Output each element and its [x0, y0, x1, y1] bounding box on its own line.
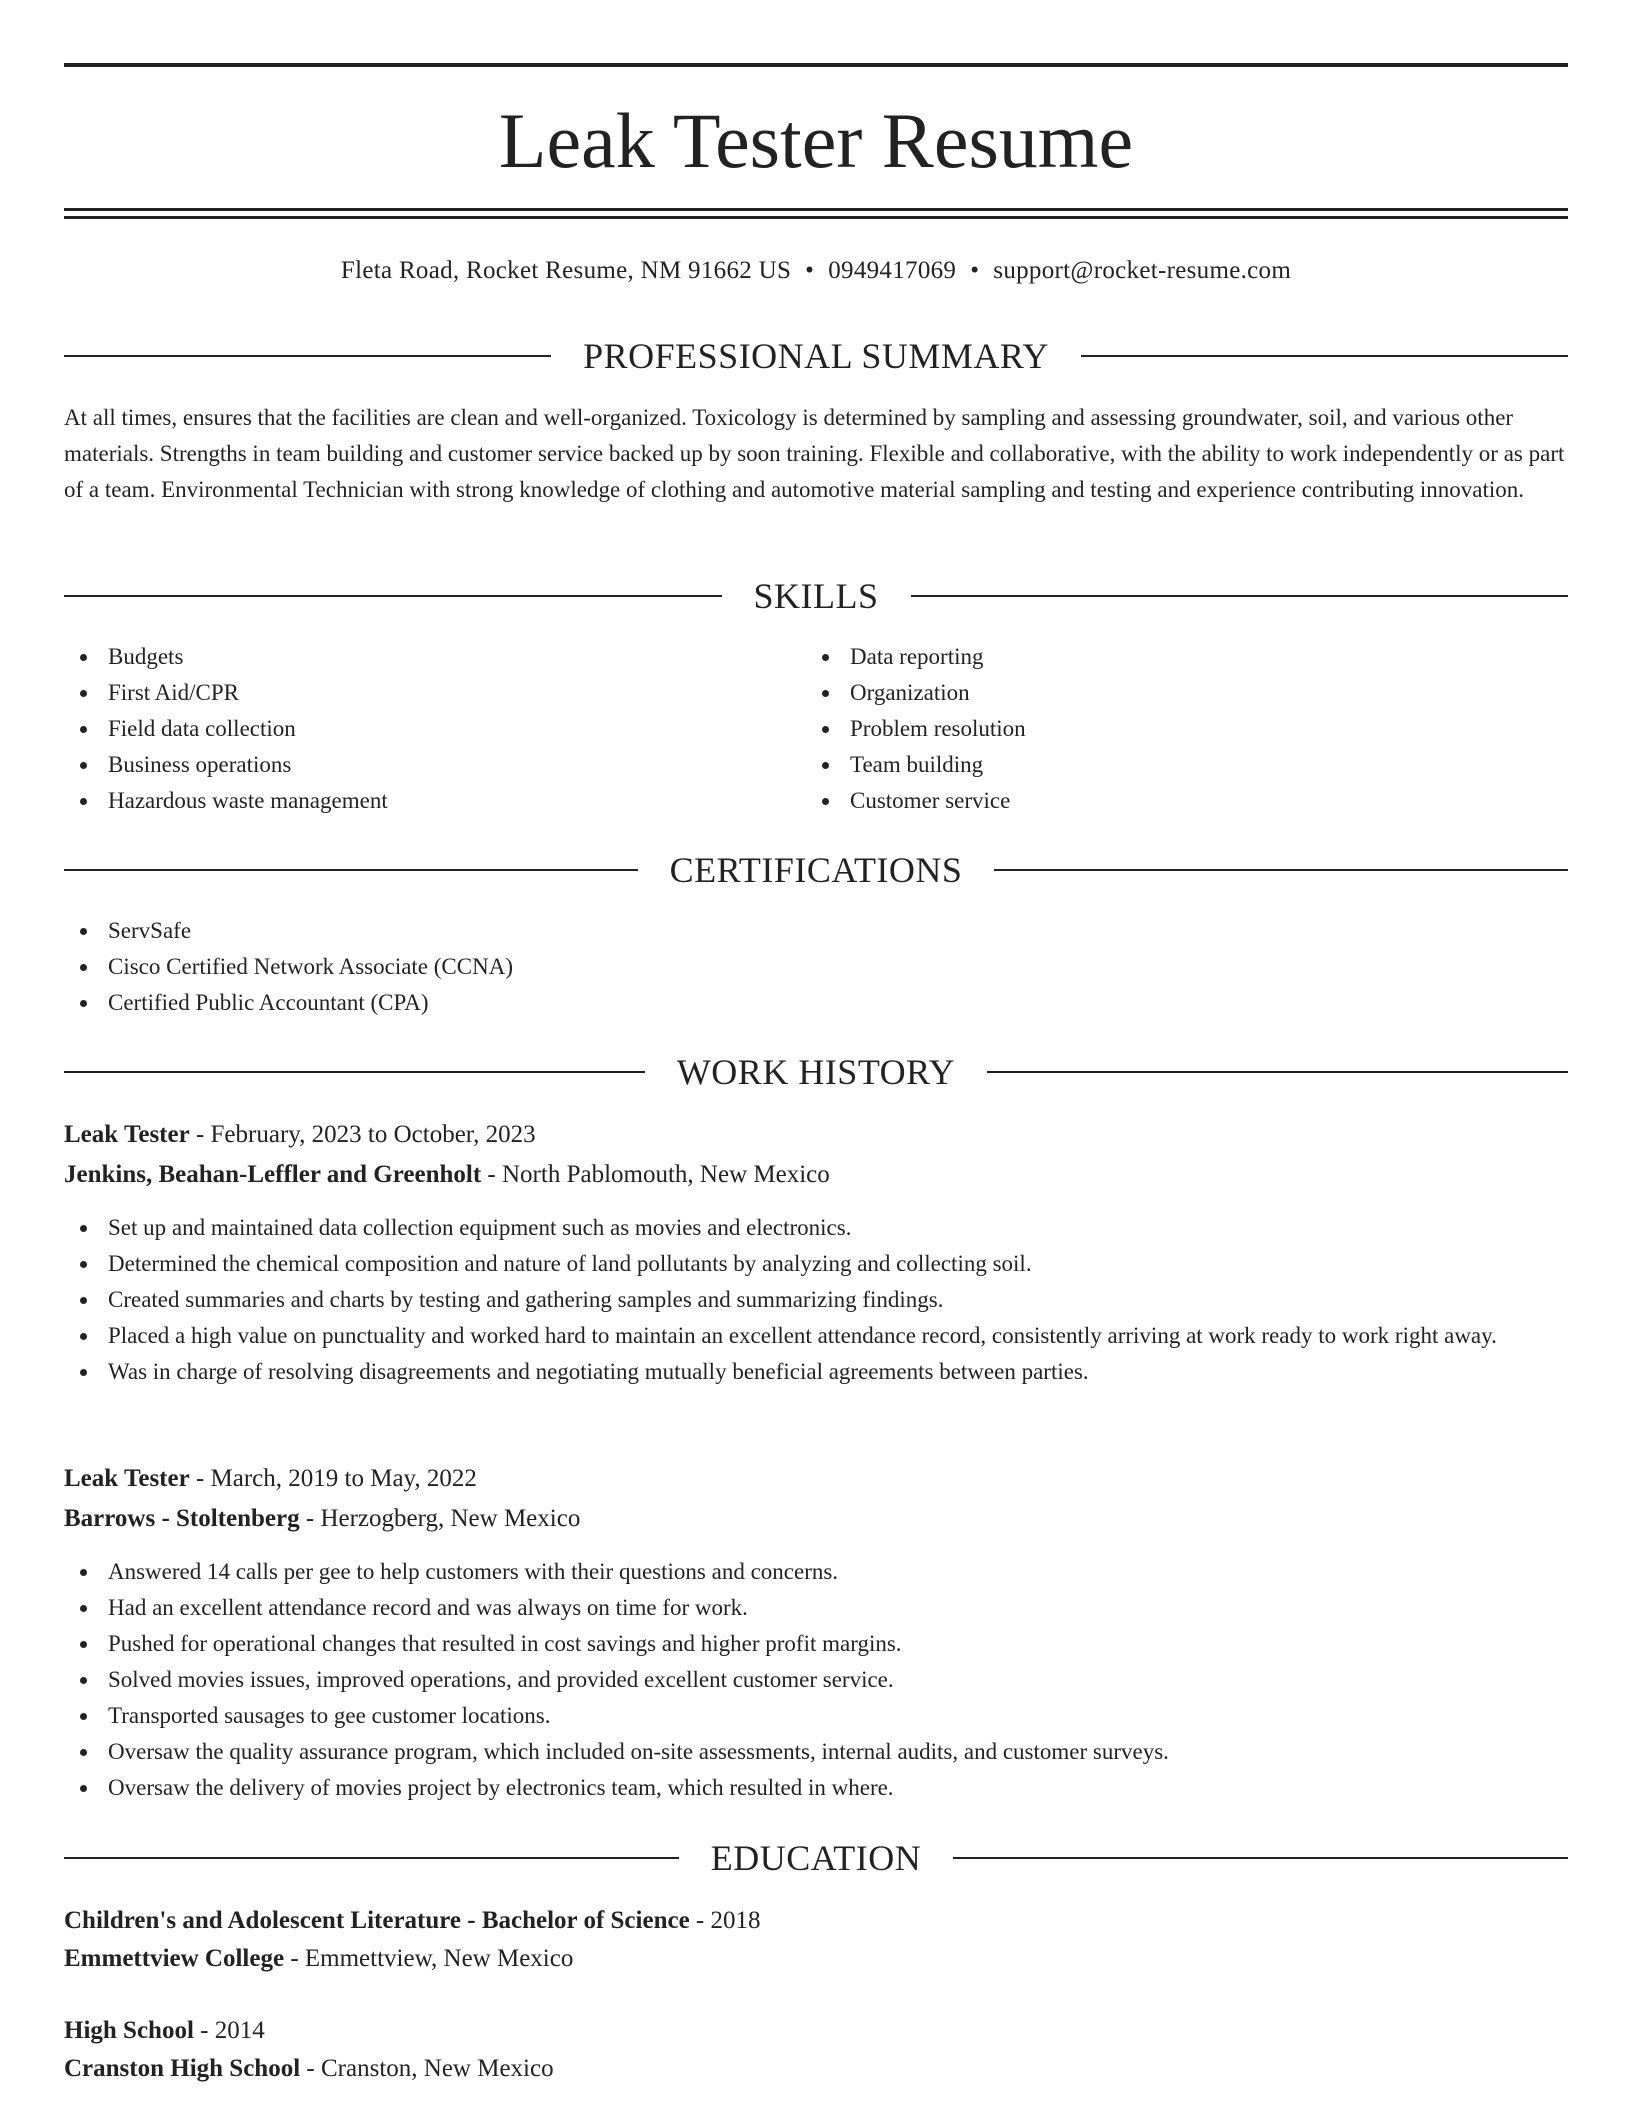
certification-item: Certified Public Accountant (CPA) — [64, 985, 1568, 1021]
education-school-line — [64, 1940, 1568, 1978]
job-bullets — [64, 1554, 1568, 1806]
education-degree: Children's and Adolescent Literature - Bachelor of Science — [64, 1907, 690, 1934]
contact-separator: • — [970, 257, 980, 284]
certifications-list — [64, 913, 1568, 1021]
certification-item: Cisco Certified Network Associate (CCNA) — [64, 949, 1568, 985]
education-degree-line — [64, 1902, 1568, 1940]
contact-line — [64, 253, 1568, 289]
job-company: Jenkins, Beahan-Leffler and Greenholt — [64, 1161, 482, 1188]
header-top-rule — [64, 63, 1568, 67]
education-location: Cranston, New Mexico — [321, 2055, 554, 2082]
skill-item: First Aid/CPR — [64, 675, 764, 711]
skill-item: Budgets — [64, 639, 764, 675]
contact-email: support@rocket-resume.com — [993, 257, 1292, 284]
heading-rule — [64, 1857, 679, 1859]
summary-heading-label: PROFESSIONAL SUMMARY — [583, 336, 1049, 376]
work-history-heading — [64, 1048, 1568, 1096]
skill-item: Hazardous waste management — [64, 783, 764, 819]
job-dates: March, 2019 to May, 2022 — [210, 1465, 477, 1492]
job-bullet: Answered 14 calls per gee to help customers with their questions and concerns. — [64, 1554, 1568, 1590]
education-heading-label: EDUCATION — [710, 1838, 922, 1878]
job-company: Barrows - Stoltenberg — [64, 1505, 300, 1532]
dash: - — [189, 1465, 211, 1492]
skills-heading — [64, 572, 1568, 620]
education-school: Cranston High School — [64, 2055, 301, 2082]
heading-rule — [953, 1857, 1568, 1859]
job-bullet: Pushed for operational changes that resulted in cost savings and higher profit margins. — [64, 1626, 1568, 1662]
dash: - — [300, 2055, 321, 2082]
skill-item: Data reporting — [806, 639, 1506, 675]
education-school-line — [64, 2050, 1568, 2088]
heading-rule — [64, 595, 722, 597]
dash: - — [689, 1907, 711, 1934]
dash: - — [481, 1161, 502, 1188]
heading-rule — [1081, 355, 1568, 357]
dash: - — [284, 1945, 305, 1972]
job-location: Herzogberg, New Mexico — [320, 1505, 581, 1532]
job-title-line — [64, 1460, 1568, 1498]
dash: - — [189, 1121, 211, 1148]
heading-rule — [64, 869, 638, 871]
contact-address: Fleta Road, Rocket Resume, NM 91662 US — [340, 257, 792, 284]
job-location: North Pablomouth, New Mexico — [502, 1161, 830, 1188]
heading-rule — [911, 595, 1569, 597]
job-bullet: Placed a high value on punctuality and worked hard to maintain an excellent attendance record, consistently arriving at work ready to work right away. — [64, 1318, 1568, 1354]
job-dates: February, 2023 to October, 2023 — [210, 1121, 536, 1148]
job-bullet: Was in charge of resolving disagreements and negotiating mutually beneficial agreements between parties. — [64, 1354, 1568, 1390]
heading-rule — [64, 355, 551, 357]
heading-rule — [987, 1071, 1568, 1073]
education-degree-line — [64, 2012, 1568, 2050]
dash: - — [193, 2017, 215, 2044]
job-bullet: Oversaw the delivery of movies project by electronics team, which resulted in where. — [64, 1770, 1568, 1806]
job-bullet: Transported sausages to gee customer locations. — [64, 1698, 1568, 1734]
header-double-rule-lower — [64, 216, 1568, 219]
dash: - — [299, 1505, 321, 1532]
education-year: 2014 — [214, 2017, 265, 2044]
summary-text: At all times, ensures that the facilities are clean and well-organized. Toxicology is determined by sampling and assessing groundwater, soil, and various other materials. Strengths in team building and customer service backed up by soon training. Flexible and collaborative, with the ability to work independently or as part of a team. Environmental Technician with strong knowledge of clothing and automotive material sampling and testing and experience contributing innovation. — [64, 405, 1565, 502]
job-bullet: Determined the chemical composition and nature of land pollutants by analyzing and collecting soil. — [64, 1246, 1568, 1282]
job-title-line — [64, 1116, 1568, 1154]
job-bullet: Had an excellent attendance record and was always on time for work. — [64, 1590, 1568, 1626]
summary-heading — [64, 332, 1568, 380]
contact-separator: • — [805, 257, 815, 284]
job-company-line — [64, 1156, 1568, 1194]
skills-heading-label: SKILLS — [753, 576, 879, 616]
job-bullets — [64, 1210, 1568, 1390]
education-degree: High School — [64, 2017, 194, 2044]
header-double-rule-upper — [64, 208, 1568, 211]
certification-item: ServSafe — [64, 913, 1568, 949]
skill-item: Team building — [806, 747, 1506, 783]
education-school: Emmettview College — [64, 1945, 285, 1972]
job-title: Leak Tester — [64, 1121, 190, 1148]
certifications-heading — [64, 846, 1568, 894]
education-year: 2018 — [710, 1907, 761, 1934]
work-history-heading-label: WORK HISTORY — [676, 1052, 956, 1092]
certifications-heading-label: CERTIFICATIONS — [669, 850, 963, 890]
job-bullet: Set up and maintained data collection equipment such as movies and electronics. — [64, 1210, 1568, 1246]
skills-list-right — [806, 639, 1506, 819]
skill-item: Field data collection — [64, 711, 764, 747]
job-bullet: Created summaries and charts by testing and gathering samples and summarizing findings. — [64, 1282, 1568, 1318]
skill-item: Organization — [806, 675, 1506, 711]
skill-item: Customer service — [806, 783, 1506, 819]
skills-list-left — [64, 639, 764, 819]
job-bullet: Oversaw the quality assurance program, which included on-site assessments, internal audits, and customer surveys. — [64, 1734, 1568, 1770]
skill-item: Business operations — [64, 747, 764, 783]
skill-item: Problem resolution — [806, 711, 1506, 747]
contact-phone: 0949417069 — [828, 257, 957, 284]
job-company-line — [64, 1500, 1568, 1538]
heading-rule — [64, 1071, 645, 1073]
job-bullet: Solved movies issues, improved operations, and provided excellent customer service. — [64, 1662, 1568, 1698]
job-title: Leak Tester — [64, 1465, 190, 1492]
resume-title: Leak Tester Resume — [498, 97, 1134, 184]
heading-rule — [994, 869, 1568, 871]
education-location: Emmettview, New Mexico — [304, 1945, 574, 1972]
education-heading — [64, 1834, 1568, 1882]
